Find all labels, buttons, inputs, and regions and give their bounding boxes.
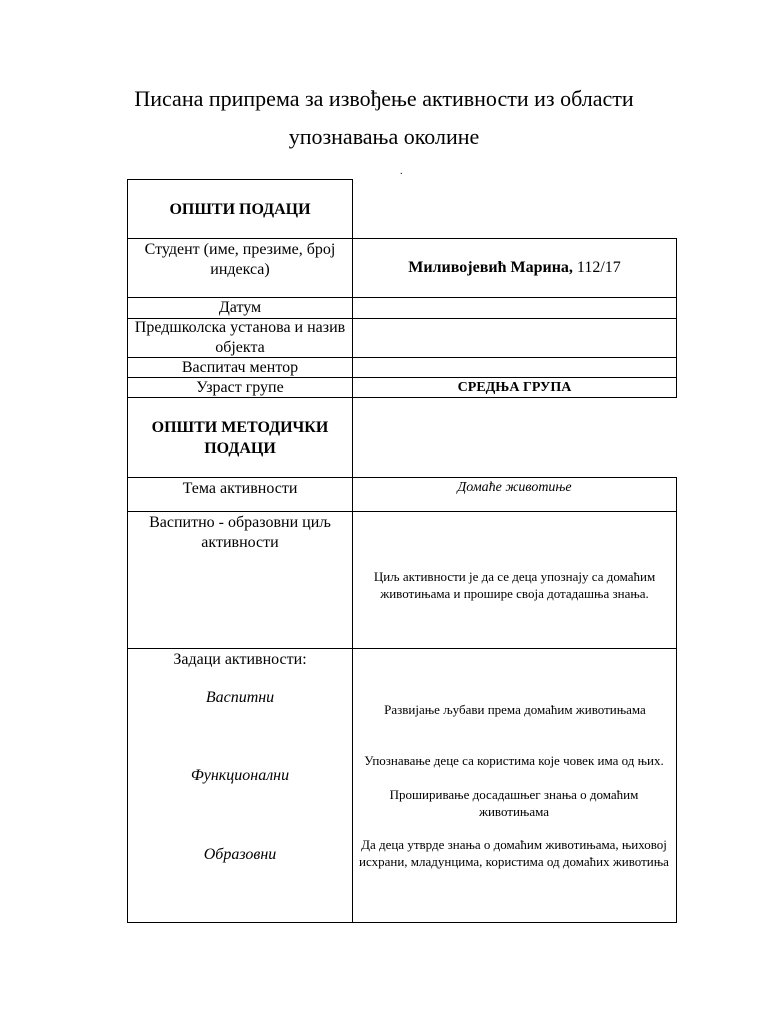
methodical-data-header: ОПШТИ МЕТОДИЧКИ ПОДАЦИ	[151, 418, 329, 457]
institution-value	[353, 319, 676, 357]
student-index: 112/17	[572, 259, 621, 276]
tasks-label: Задаци активности:	[173, 651, 307, 668]
student-value	[353, 239, 676, 297]
topic-value: Домаће животиње	[457, 480, 572, 495]
task-formative-label: Образовни	[203, 846, 277, 863]
task-functional-value-2: Проширивање досадашњег знања о домаћим животињама	[389, 787, 639, 819]
topic-label: Тема активности	[182, 480, 298, 497]
stray-dot: .	[400, 166, 403, 177]
date-value	[353, 298, 676, 318]
goal-label: Васпитно - образовни циљ активности	[149, 514, 331, 551]
goal-value: Циљ активности је да се деца упознају са домаћим животињама и прошире своја дотадашња знања.	[373, 569, 656, 601]
age-label: Узраст групе	[196, 378, 284, 396]
general-data-header: ОПШТИ ПОДАЦИ	[169, 200, 311, 218]
student-label: Студент (име, презиме, број индекса)	[144, 241, 336, 278]
student-name: Миливојевић Марина,	[408, 259, 573, 276]
date-label: Датум	[218, 299, 262, 316]
document-title-line-2: упознавања околине	[288, 124, 480, 149]
mentor-label: Васпитач ментор	[181, 358, 299, 376]
task-functional-value-1: Упознавање деце са користима које човек има од њих.	[364, 753, 664, 768]
task-formative-value: Да деца утврде знања о домаћим животињама, њиховој исхрани, младунцима, користима од домаћих животиња	[359, 837, 669, 869]
institution-label: Предшколска установа и назив објекта	[134, 319, 346, 356]
task-functional-label: Функционални	[190, 767, 290, 784]
mentor-value	[353, 358, 676, 377]
task-educational-label: Васпитни	[205, 689, 275, 706]
task-educational-value: Развијање љубави према домаћим животињама	[384, 702, 646, 717]
document-title-line-1: Писана припрема за извођење активности из области	[134, 86, 634, 111]
age-value: СРЕДЊА ГРУПА	[457, 380, 572, 395]
